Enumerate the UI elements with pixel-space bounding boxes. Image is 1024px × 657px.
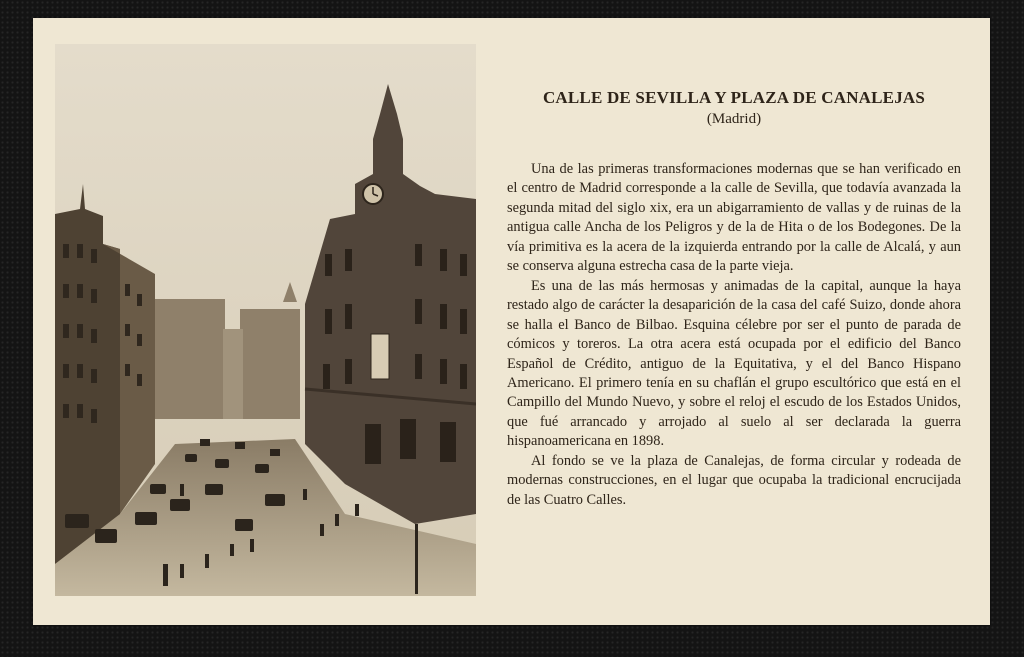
description-column <box>507 88 961 510</box>
postcard <box>33 18 990 625</box>
postcard-title: CALLE DE SEVILLA Y PLAZA DE CANALEJAS <box>542 88 926 107</box>
description-body <box>507 160 961 510</box>
paragraph: Una de las primeras transformaciones modernas que se han verificado en el centro de Madrid corresponde a la calle de Sevilla, que todavía avanzada la segunda mitad del siglo xix, era un abigarramiento de vallas y de ruinas de la antigua calle Ancha de los Peligros y de la de Hita o de los Bodegones. De la vía primitiva es la acera de la izquierda entrando por la calle de Alcalá, y aun se conserva alguna estrecha casa de la parte vieja. <box>507 161 961 275</box>
paragraph: Al fondo se ve la plaza de Canalejas, de forma circular y rodeada de modernas construcciones, en el lugar que ocupaba la tradicional encrucijada de las Cuatro Calles. <box>507 452 961 508</box>
postcard-subtitle: (Madrid) <box>706 111 762 127</box>
street-photograph <box>55 44 476 596</box>
paragraph: Es una de las más hermosas y animadas de la capital, aunque la haya restado algo de carácter la desaparición de la casa del café Suizo, donde ahora se halla el Banco de Bilbao. Esquina célebre por ser el punto de parada de cómicos y toreros. La otra acera está ocupada por el edificio del Banco Español de Crédito, antiguo de la Equitativa, y el del Banco Hispano Americano. El primero tenía en su chaflán el grupo escultórico que está en el Campillo del Mundo Nuevo, y sobre el reloj el escudo de los Estados Unidos, que fué arrancado y arrojado al suelo al ser declarada la guerra hispanoamericana en 1898. <box>507 277 961 450</box>
